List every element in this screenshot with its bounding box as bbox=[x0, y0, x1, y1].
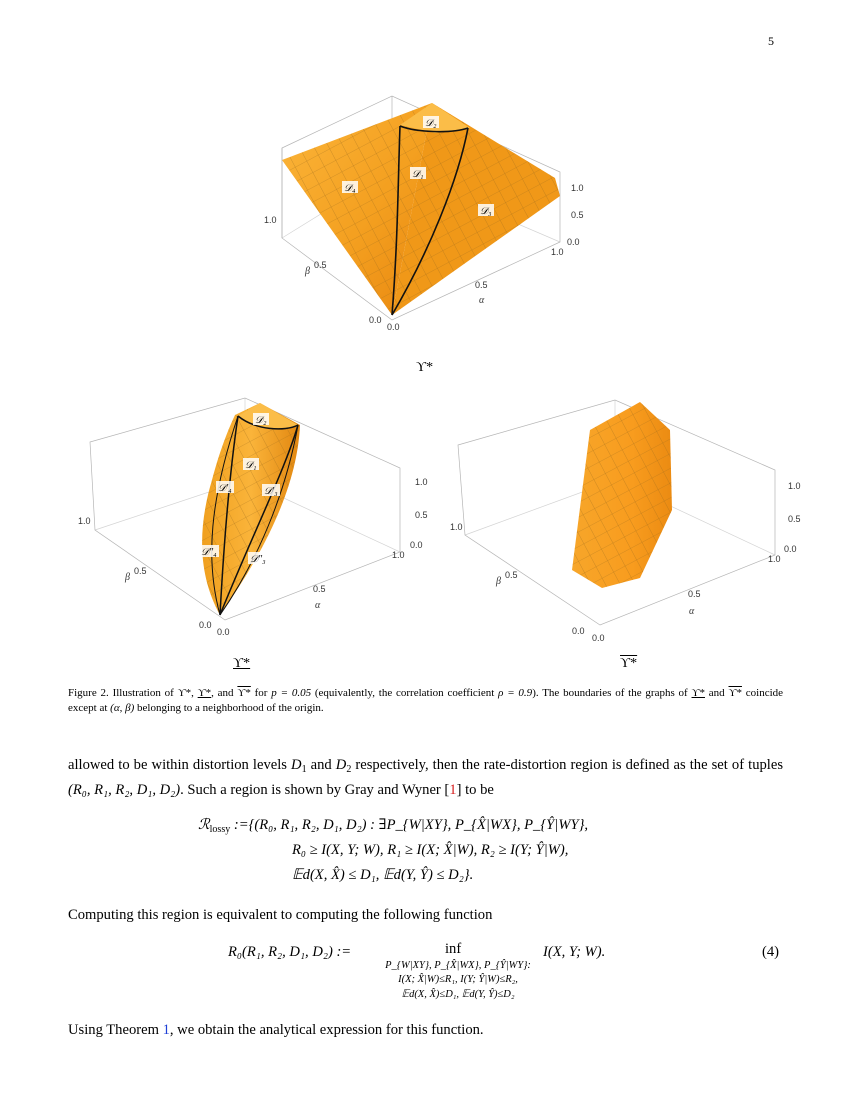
bl-z-tick-1: 1.0 bbox=[415, 477, 428, 487]
bl-alpha-axis-name: α bbox=[315, 600, 321, 611]
bl-beta-tick-1: 1.0 bbox=[78, 516, 91, 526]
bl-alpha-tick-05: 0.5 bbox=[313, 584, 326, 594]
plot-bottom-right-label: ϒ* bbox=[620, 656, 638, 671]
bl-region-d1: 𝒟₁ bbox=[245, 460, 257, 471]
top-z-tick-05: 0.5 bbox=[571, 210, 584, 220]
bl-region-d4pp: 𝒟″₄ bbox=[201, 547, 217, 558]
br-alpha-tick-05: 0.5 bbox=[688, 589, 701, 599]
top-alpha-tick-0: 0.0 bbox=[387, 322, 400, 332]
paragraph-3: Using Theorem 1, we obtain the analytical expression for this function. bbox=[68, 1022, 484, 1038]
br-beta-tick-1: 1.0 bbox=[450, 522, 463, 532]
equation-function-cond1: P_{W|XY}, P_{X̂|WX}, P_{Ŷ|WY}: bbox=[385, 960, 531, 971]
br-beta-tick-05: 0.5 bbox=[505, 570, 518, 580]
plot-bottom-left bbox=[78, 398, 428, 637]
equation-function-op: inf bbox=[445, 941, 462, 957]
bl-region-d3pp: 𝒟″₃ bbox=[250, 554, 266, 565]
top-beta-tick-05: 0.5 bbox=[314, 260, 327, 270]
br-z-tick-1: 1.0 bbox=[788, 481, 801, 491]
figure-caption: Figure 2. Illustration of ϒ*, ϒ*, and ϒ* for p = 0.05 (equivalently, the correlation coefficient ρ = 0.9). The boundaries of the graphs of ϒ* and ϒ* coincide except at (α, β) belonging to a neighborhood of the origin. bbox=[68, 687, 784, 714]
bl-beta-tick-05: 0.5 bbox=[134, 566, 147, 576]
top-beta-axis-name: β bbox=[305, 266, 310, 277]
bl-beta-axis-name: β bbox=[125, 572, 130, 583]
paragraph-2: Computing this region is equivalent to computing the following function bbox=[68, 907, 493, 923]
equation-function-cond3: 𝔼d(X, X̂)≤D₁, 𝔼d(Y, Ŷ)≤D₂ bbox=[401, 989, 515, 1000]
top-region-d3: 𝒟₃ bbox=[480, 206, 492, 217]
equation-function-cond2: I(X; X̂|W)≤R₁, I(Y; Ŷ|W)≤R₂, bbox=[398, 974, 518, 985]
paragraph-1: allowed to be within distortion levels $D_1$ and $D_2$ respectively, then the rate-distortion region is defined as the set of tuples (R₀, R₁, R₂, D₁, D₂). Such a region is shown by Gray and Wyner [1] to be bbox=[68, 757, 784, 798]
plot-top bbox=[264, 96, 584, 332]
bl-z-tick-05: 0.5 bbox=[415, 510, 428, 520]
top-alpha-tick-1: 1.0 bbox=[551, 247, 564, 257]
bl-region-d3p: 𝒟′₃ bbox=[264, 486, 278, 497]
br-alpha-tick-0: 0.0 bbox=[592, 633, 605, 643]
bl-region-d2: 𝒟₂ bbox=[255, 415, 267, 426]
top-surface-mesh bbox=[282, 103, 560, 315]
top-region-d1: 𝒟₁ bbox=[412, 169, 424, 180]
top-alpha-tick-05: 0.5 bbox=[475, 280, 488, 290]
br-z-tick-0: 0.0 bbox=[784, 544, 797, 554]
top-region-d2: 𝒟₂ bbox=[425, 118, 437, 129]
bl-beta-tick-0: 0.0 bbox=[199, 620, 212, 630]
top-alpha-axis-name: α bbox=[479, 295, 485, 306]
br-beta-axis-name: β bbox=[496, 576, 501, 587]
br-alpha-tick-1: 1.0 bbox=[768, 554, 781, 564]
plot-bottom-right bbox=[450, 400, 801, 643]
br-alpha-axis-name: α bbox=[689, 606, 695, 617]
bl-alpha-tick-1: 1.0 bbox=[392, 550, 405, 560]
top-z-tick-1: 1.0 bbox=[571, 183, 584, 193]
br-z-tick-05: 0.5 bbox=[788, 514, 801, 524]
top-region-d4: 𝒟₄ bbox=[344, 183, 356, 194]
br-surface-mesh bbox=[572, 402, 672, 588]
top-z-tick-0: 0.0 bbox=[567, 237, 580, 247]
bl-z-tick-0: 0.0 bbox=[410, 540, 423, 550]
page-number: 5 bbox=[768, 34, 774, 48]
equation-region-line2: R₀ ≥ I(X, Y; W), R₁ ≥ I(X; X̂|W), R₂ ≥ I(Y; Ŷ|W), bbox=[292, 842, 569, 858]
top-beta-tick-1: 1.0 bbox=[264, 215, 277, 225]
theorem-link-1[interactable]: 1 bbox=[162, 1022, 170, 1038]
equation-region-line1: ℛ$_{lossy}$ :={(R₀, R₁, R₂, D₁, D₂) : ∃P_{W|XY}, P_{X̂|WX}, P_{Ŷ|WY}, bbox=[198, 817, 589, 835]
bl-region-d4p: 𝒟′₄ bbox=[218, 483, 232, 494]
equation-function-lhs: R₀(R₁, R₂, D₁, D₂) := bbox=[228, 944, 352, 960]
top-beta-tick-0: 0.0 bbox=[369, 315, 382, 325]
equation-number: (4) bbox=[762, 944, 780, 960]
ref-link-1[interactable]: 1 bbox=[449, 782, 457, 798]
bl-surface-mesh bbox=[202, 403, 300, 615]
equation-function-rhs: I(X, Y; W). bbox=[543, 944, 606, 960]
equation-region-line3: 𝔼d(X, X̂) ≤ D₁, 𝔼d(Y, Ŷ) ≤ D₂}. bbox=[292, 867, 474, 883]
bl-alpha-tick-0: 0.0 bbox=[217, 627, 230, 637]
br-beta-tick-0: 0.0 bbox=[572, 626, 585, 636]
plot-top-label: ϒ* bbox=[416, 360, 434, 375]
plot-bottom-left-label: ϒ* bbox=[233, 656, 251, 671]
